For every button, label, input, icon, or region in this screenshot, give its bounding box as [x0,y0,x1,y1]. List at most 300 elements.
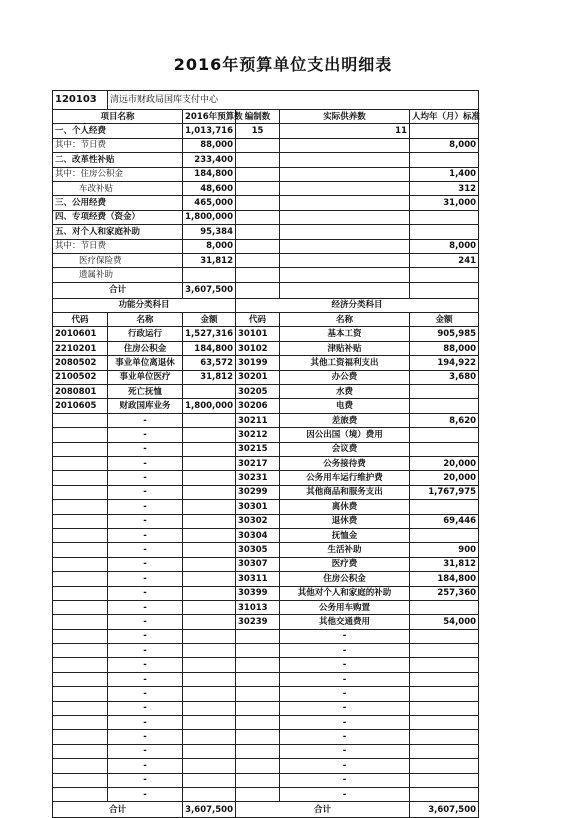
func-amount [183,600,236,614]
summary-row [53,225,479,239]
standard-value: 31,000 [410,196,479,210]
econ-code: 30201 [236,370,280,384]
func-name: - [108,528,183,542]
econ-code: 30304 [236,528,280,542]
item-name: 医疗保险费 [53,253,183,267]
column-header: 实际供养数 [280,110,410,124]
budget-value: 1,013,716 [183,124,236,138]
econ-amount [410,528,479,542]
budget-value: 48,600 [183,181,236,195]
budget-value: 184,800 [183,167,236,181]
actual-count [280,268,410,282]
func-code [53,514,108,528]
name-header: 名称 [108,313,183,327]
staff-count [236,167,280,181]
econ-code [236,730,280,744]
func-name: - [108,716,183,730]
econ-code: 30199 [236,356,280,370]
econ-name: 差旅费 [280,413,410,427]
header-row [53,91,479,110]
econ-name: 抚恤金 [280,528,410,542]
top-total-label: 合计 [53,282,183,298]
econ-code [236,787,280,801]
func-code [53,730,108,744]
econ-code: 30302 [236,514,280,528]
column-header: 项目名称 [53,110,183,124]
detail-row [53,787,479,801]
func-amount [183,644,236,658]
econ-amount [410,500,479,514]
func-code: 2080801 [53,385,108,399]
detail-row [53,413,479,427]
econ-amount [410,629,479,643]
econ-amount [410,687,479,701]
econ-code [236,744,280,758]
func-name: - [108,787,183,801]
econ-name: 住房公积金 [280,572,410,586]
func-amount [183,514,236,528]
column-header: 编制数 [236,110,280,124]
func-amount: 63,572 [183,356,236,370]
func-name: 行政运行 [108,327,183,341]
detail-row [53,327,479,341]
item-name: 三、公用经费 [53,196,183,210]
econ-name: - [280,759,410,773]
detail-row [53,399,479,413]
actual-count [280,181,410,195]
func-name: - [108,687,183,701]
summary-row [53,124,479,138]
amount-header: 金额 [410,313,479,327]
detail-row [53,428,479,442]
column-header: 人均年（月）标准 [410,110,479,124]
detail-row [53,744,479,758]
func-name: 财政国库业务 [108,399,183,413]
page-title: 2016年预算单位支出明细表 [173,55,393,74]
detail-row [53,543,479,557]
detail-row [53,672,479,686]
actual-count [280,138,410,152]
econ-total-value: 3,607,500 [410,802,479,818]
func-code [53,658,108,672]
econ-amount [410,399,479,413]
func-name: - [108,730,183,744]
econ-amount [410,787,479,801]
staff-count [236,138,280,152]
func-name: - [108,658,183,672]
econ-code [236,716,280,730]
top-total-value: 3,607,500 [183,282,236,298]
econ-amount: 194,922 [410,356,479,370]
standard-value: 312 [410,181,479,195]
func-code: 2080502 [53,356,108,370]
detail-row [53,385,479,399]
summary-row [53,153,479,167]
econ-name: 电费 [280,399,410,413]
econ-amount [410,701,479,715]
func-amount [183,629,236,643]
func-amount [183,471,236,485]
standard-value [410,124,479,138]
detail-row [53,629,479,643]
econ-code [236,773,280,787]
summary-row [53,239,479,253]
func-code [53,442,108,456]
func-name: - [108,701,183,715]
econ-amount [410,759,479,773]
detail-row [53,716,479,730]
func-amount [183,586,236,600]
func-name: - [108,600,183,614]
econ-amount [410,744,479,758]
func-code [53,787,108,801]
amount-header: 金额 [183,313,236,327]
econ-code: 30307 [236,557,280,571]
code-header: 代码 [236,313,280,327]
detail-row [53,644,479,658]
func-amount [183,442,236,456]
econ-amount: 184,800 [410,572,479,586]
detail-row [53,572,479,586]
econ-amount [410,385,479,399]
econ-code: 30101 [236,327,280,341]
econ-amount: 31,812 [410,557,479,571]
func-total-value: 3,607,500 [183,802,236,818]
func-total-label: 合计 [53,802,183,818]
staff-count [236,196,280,210]
top-total-row [53,282,479,298]
detail-row [53,514,479,528]
econ-name: 医疗费 [280,557,410,571]
func-name: - [108,413,183,427]
detail-row [53,485,479,499]
item-name: 二、改革性补贴 [53,153,183,167]
econ-amount [410,672,479,686]
econ-name: 生活补助 [280,543,410,557]
actual-count [280,225,410,239]
func-code [53,572,108,586]
budget-value: 95,384 [183,225,236,239]
org-code: 120103 [53,91,108,110]
actual-count [280,167,410,181]
staff-count: 15 [236,124,280,138]
econ-amount [410,658,479,672]
empty-cell [236,282,280,298]
func-name: - [108,543,183,557]
bottom-total-row [53,802,479,818]
staff-count [236,210,280,224]
detail-row [53,557,479,571]
func-amount [183,759,236,773]
func-amount [183,787,236,801]
func-amount [183,557,236,571]
econ-amount: 8,620 [410,413,479,427]
summary-row [53,181,479,195]
func-amount [183,413,236,427]
econ-code: 30206 [236,399,280,413]
econ-code [236,658,280,672]
econ-code [236,687,280,701]
econ-code [236,644,280,658]
budget-table [52,90,479,818]
econ-code: 30212 [236,428,280,442]
econ-name: 因公出国（境）费用 [280,428,410,442]
econ-amount [410,600,479,614]
func-amount [183,658,236,672]
standard-value [410,153,479,167]
func-code [53,701,108,715]
func-amount [183,730,236,744]
budget-value: 8,000 [183,239,236,253]
func-code [53,456,108,470]
detail-row [53,658,479,672]
econ-amount: 54,000 [410,615,479,629]
detail-row [53,730,479,744]
item-name: 其中：住房公积金 [53,167,183,181]
staff-count [236,239,280,253]
func-amount [183,385,236,399]
func-code [53,413,108,427]
func-code: 2100502 [53,370,108,384]
func-amount [183,615,236,629]
section-title-row [53,298,479,312]
func-amount [183,428,236,442]
econ-amount: 257,360 [410,586,479,600]
func-code [53,428,108,442]
econ-code [236,629,280,643]
func-code: 2010601 [53,327,108,341]
econ-name: 会议费 [280,442,410,456]
budget-value: 1,800,000 [183,210,236,224]
item-name: 五、对个人和家庭补助 [53,225,183,239]
econ-name: - [280,687,410,701]
func-name: - [108,586,183,600]
func-amount [183,485,236,499]
econ-name: - [280,701,410,715]
detail-row [53,759,479,773]
func-name: - [108,629,183,643]
func-amount [183,744,236,758]
org-name: 清远市财政局国库支付中心 [108,91,479,110]
summary-row [53,138,479,152]
detail-row [53,701,479,715]
func-name: - [108,514,183,528]
summary-row [53,167,479,181]
func-amount [183,528,236,542]
func-code [53,744,108,758]
item-name: 遗属补助 [53,268,183,282]
sub-columns-row [53,313,479,327]
detail-row [53,586,479,600]
econ-name: 离休费 [280,500,410,514]
econ-code: 30217 [236,456,280,470]
func-code [53,644,108,658]
func-name: - [108,744,183,758]
func-code [53,557,108,571]
econ-name: - [280,773,410,787]
actual-count [280,253,410,267]
econ-amount: 88,000 [410,341,479,355]
standard-value [410,268,479,282]
summary-row [53,253,479,267]
econ-code: 30301 [236,500,280,514]
econ-code: 30299 [236,485,280,499]
func-amount [183,773,236,787]
econ-code: 30211 [236,413,280,427]
detail-row [53,341,479,355]
econ-name: 津贴补贴 [280,341,410,355]
func-name: - [108,442,183,456]
econ-code [236,701,280,715]
econ-name: 办公费 [280,370,410,384]
detail-row [53,456,479,470]
func-code [53,500,108,514]
func-name: 住房公积金 [108,341,183,355]
func-name: 事业单位离退休 [108,356,183,370]
econ-amount: 905,985 [410,327,479,341]
staff-count [236,225,280,239]
detail-row [53,471,479,485]
func-code [53,586,108,600]
func-name: - [108,672,183,686]
budget-value: 233,400 [183,153,236,167]
econ-code: 30399 [236,586,280,600]
functional-section-title: 功能分类科目 [53,298,236,312]
func-code [53,629,108,643]
econ-name: 公务用车购置 [280,600,410,614]
func-code [53,485,108,499]
budget-value: 88,000 [183,138,236,152]
econ-name: 公务用车运行维护费 [280,471,410,485]
econ-amount: 900 [410,543,479,557]
standard-value [410,210,479,224]
detail-row [53,528,479,542]
econ-amount: 3,680 [410,370,479,384]
econ-amount [410,773,479,787]
detail-row [53,600,479,614]
econ-name: 其他商品和服务支出 [280,485,410,499]
budget-value [183,268,236,282]
standard-value: 1,400 [410,167,479,181]
item-name: 其中：节日费 [53,138,183,152]
func-name: - [108,485,183,499]
func-amount [183,716,236,730]
func-amount [183,687,236,701]
func-amount: 1,800,000 [183,399,236,413]
econ-name: - [280,730,410,744]
econ-name: - [280,787,410,801]
econ-code: 30239 [236,615,280,629]
item-name: 四、专项经费（资金） [53,210,183,224]
func-amount [183,500,236,514]
item-name: 车改补贴 [53,181,183,195]
econ-code: 30231 [236,471,280,485]
econ-code: 30102 [236,341,280,355]
econ-amount [410,644,479,658]
econ-amount: 20,000 [410,471,479,485]
econ-name: 其他对个人和家庭的补助 [280,586,410,600]
econ-amount [410,716,479,730]
func-name: - [108,500,183,514]
econ-name: - [280,672,410,686]
func-amount: 31,812 [183,370,236,384]
func-code [53,615,108,629]
item-name: 其中：节日费 [53,239,183,253]
func-code [53,773,108,787]
econ-name: 水费 [280,385,410,399]
econ-total-label: 合计 [236,802,410,818]
detail-row [53,356,479,370]
actual-count [280,210,410,224]
econ-code: 30305 [236,543,280,557]
staff-count [236,181,280,195]
func-name: - [108,759,183,773]
econ-code [236,672,280,686]
func-code [53,672,108,686]
func-code [53,528,108,542]
actual-count [280,239,410,253]
econ-amount [410,730,479,744]
name-header: 名称 [280,313,410,327]
staff-count [236,268,280,282]
econ-name: 退休费 [280,514,410,528]
econ-amount [410,428,479,442]
detail-row [53,500,479,514]
func-name: - [108,456,183,470]
func-code: 2210201 [53,341,108,355]
func-name: - [108,428,183,442]
summary-row [53,210,479,224]
econ-code: 30215 [236,442,280,456]
detail-row [53,615,479,629]
func-amount: 1,527,316 [183,327,236,341]
func-name: - [108,773,183,787]
standard-value: 8,000 [410,138,479,152]
func-amount [183,572,236,586]
econ-amount [410,442,479,456]
func-amount: 184,800 [183,341,236,355]
func-code: 2010605 [53,399,108,413]
func-name: - [108,615,183,629]
standard-value: 241 [410,253,479,267]
empty-cell [280,282,410,298]
econ-name: - [280,629,410,643]
actual-count [280,153,410,167]
func-code [53,600,108,614]
budget-value: 31,812 [183,253,236,267]
code-header: 代码 [53,313,108,327]
detail-row [53,773,479,787]
econ-code [236,759,280,773]
econ-name: 基本工资 [280,327,410,341]
economic-section-title: 经济分类科目 [236,298,479,312]
summary-row [53,196,479,210]
func-code [53,543,108,557]
econ-name: 其他工资福利支出 [280,356,410,370]
top-columns-row [53,110,479,124]
func-name: - [108,644,183,658]
item-name: 一、个人经费 [53,124,183,138]
standard-value [410,225,479,239]
func-name: - [108,572,183,586]
econ-amount: 1,767,975 [410,485,479,499]
budget-value: 465,000 [183,196,236,210]
summary-row [53,268,479,282]
detail-row [53,370,479,384]
func-name: 死亡抚恤 [108,385,183,399]
econ-name: 公务接待费 [280,456,410,470]
staff-count [236,253,280,267]
